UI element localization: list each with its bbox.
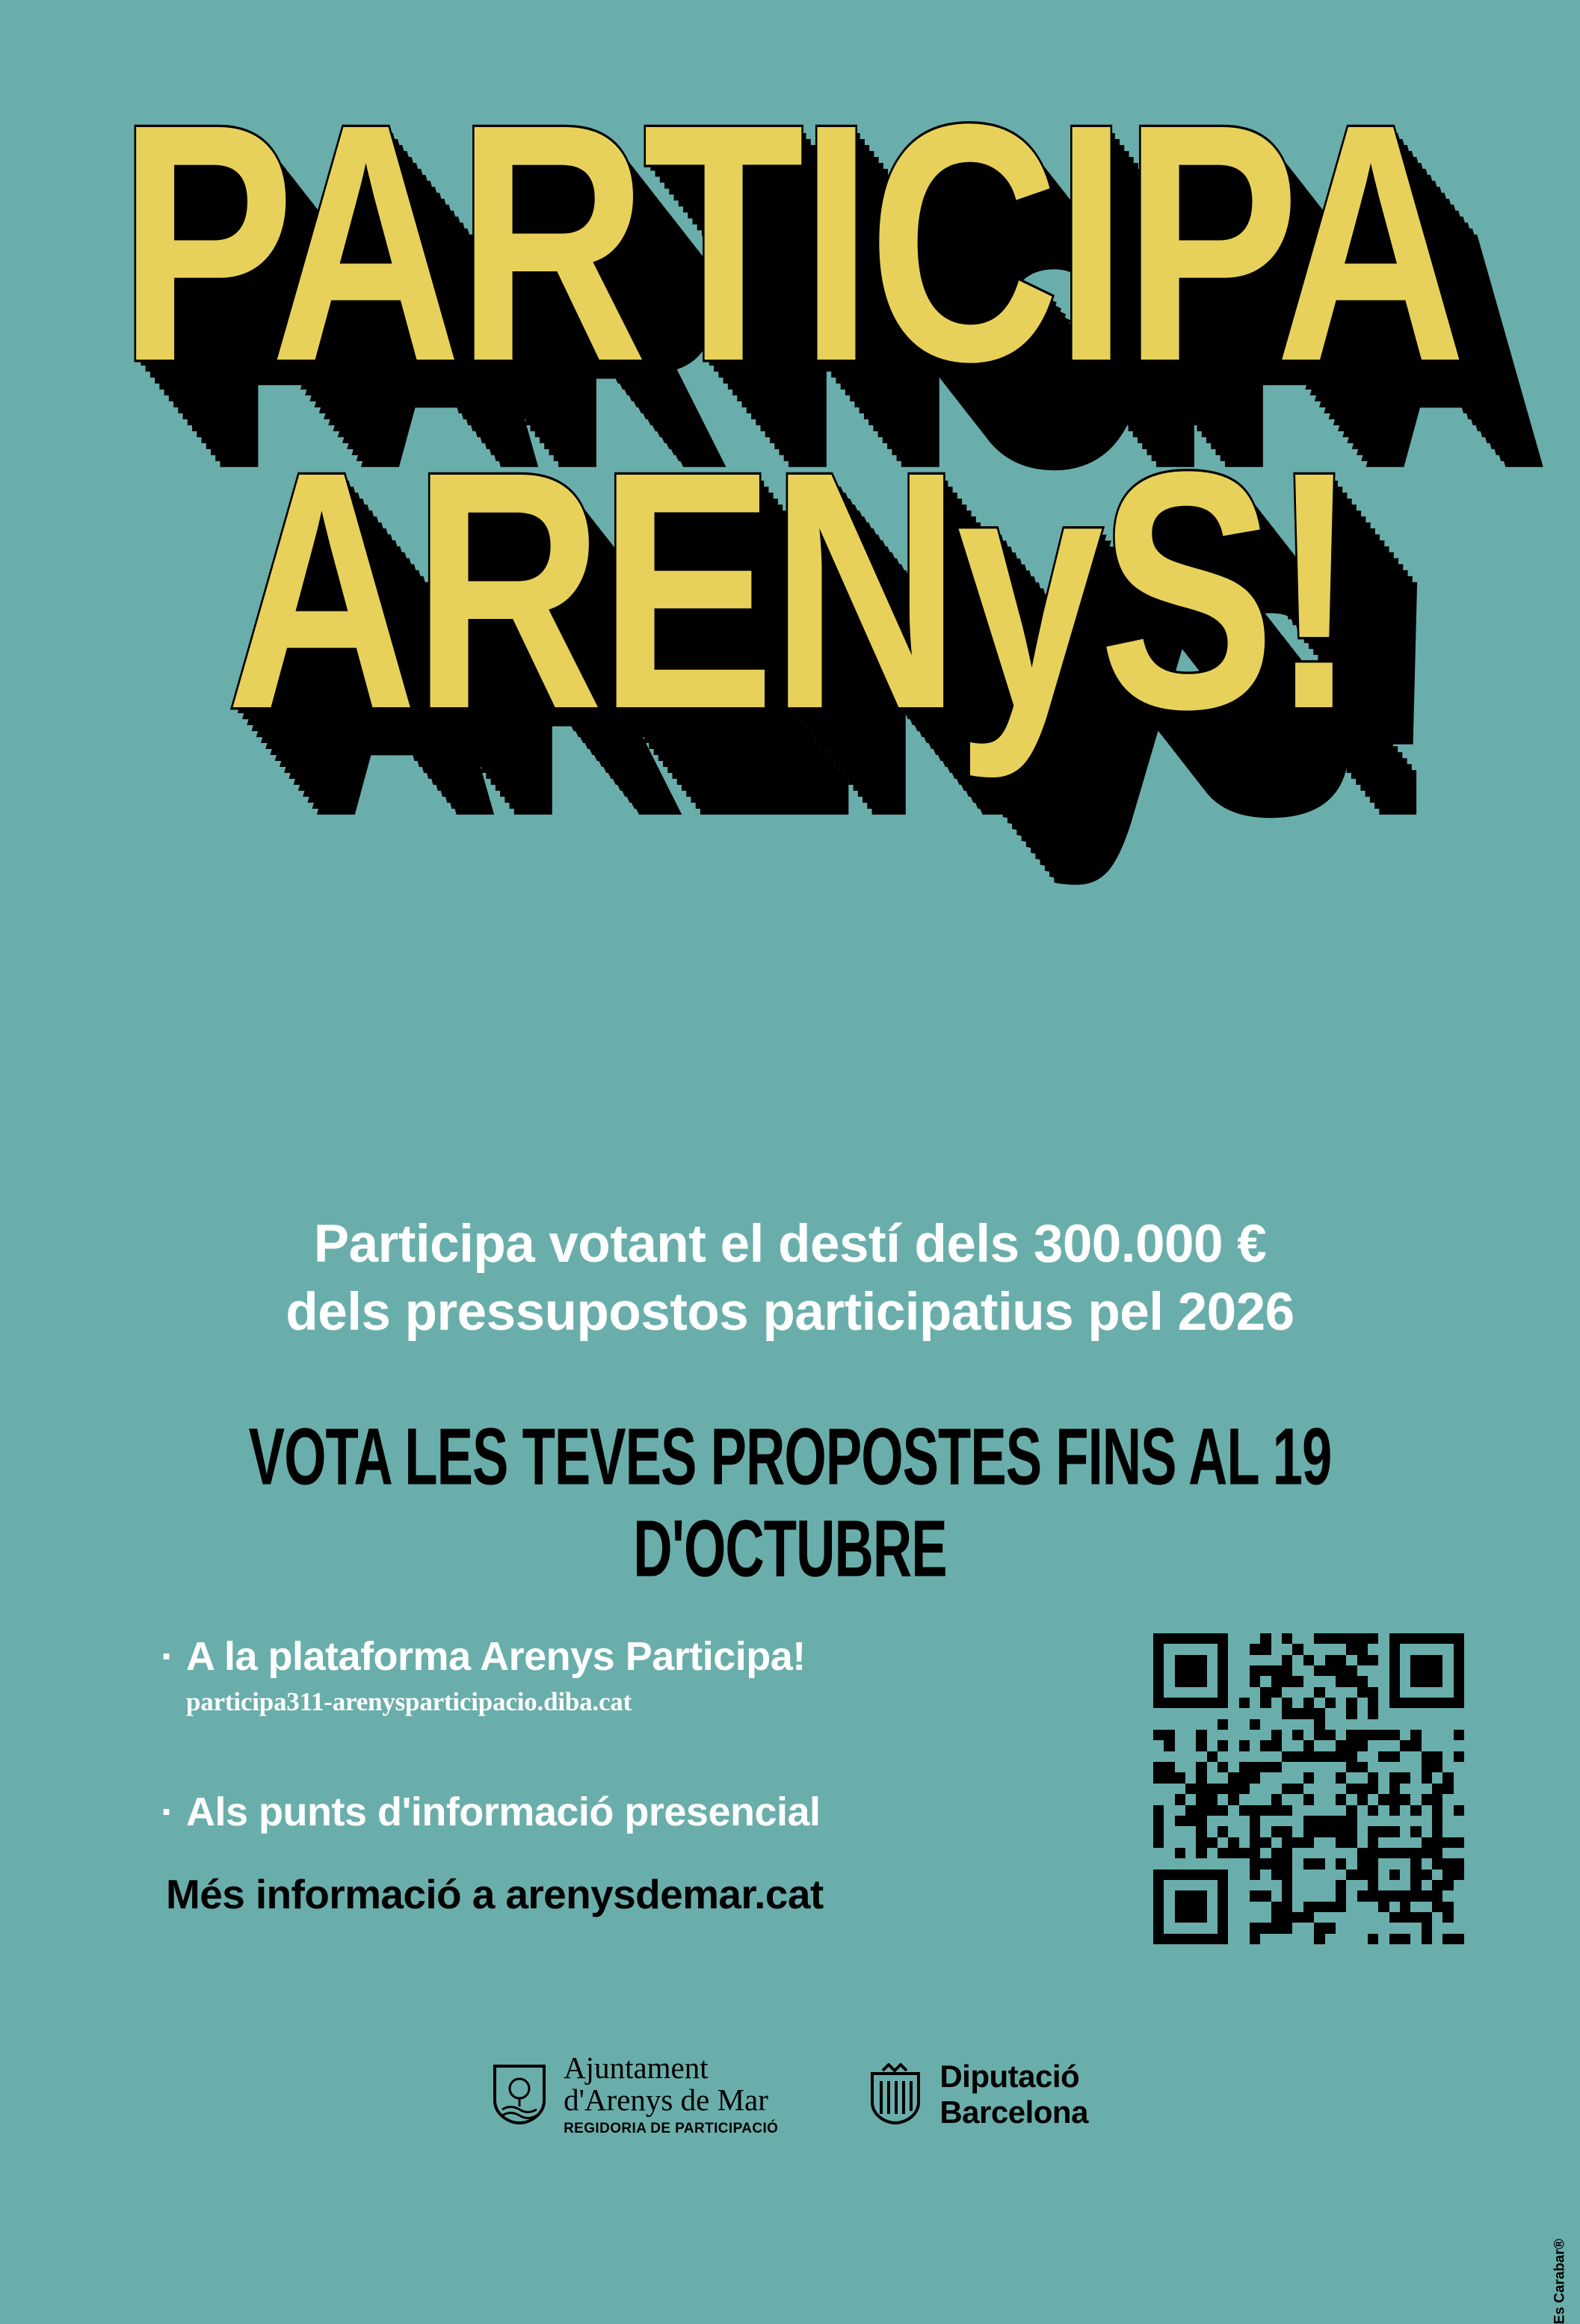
logo-line-1: Ajuntament bbox=[564, 2050, 709, 2085]
logo-line-2: Barcelona bbox=[939, 2094, 1088, 2130]
logo-line-1: Diputació bbox=[939, 2059, 1080, 2095]
logo-diputacio-text bbox=[939, 2059, 1088, 2129]
logo-ajuntament-text bbox=[564, 2052, 778, 2136]
poster-subtitle bbox=[90, 1211, 1490, 1347]
logo-line-3: REGIDORIA DE PARTICIPACIÓ bbox=[564, 2121, 779, 2137]
list-item bbox=[161, 1633, 1050, 1680]
designer-credit: Es Carabar® bbox=[1552, 2239, 1567, 2324]
more-info-text: Més informació a arenysdemar.cat bbox=[166, 1871, 824, 1917]
list-item-label: A la plataforma Arenys Participa! bbox=[186, 1634, 806, 1679]
bullet-dot-icon: · bbox=[161, 1634, 174, 1679]
participation-channels-list bbox=[161, 1633, 1050, 1835]
qr-code-matrix bbox=[1153, 1633, 1464, 1944]
logo-line-2: d'Arenys de Mar bbox=[564, 2083, 768, 2118]
diputacio-barcelona-crest-icon bbox=[868, 2063, 923, 2126]
platform-url[interactable]: participa311-arenysparticipacio.diba.cat bbox=[186, 1687, 632, 1717]
headline-line-1: PARTICIPA bbox=[118, 54, 1462, 433]
list-item bbox=[161, 1789, 1050, 1835]
subtitle-line-2: dels pressupostos participatius pel 2026 bbox=[286, 1282, 1294, 1342]
arenys-de-mar-crest-icon bbox=[492, 2063, 547, 2126]
logo-diputacio-barcelona bbox=[868, 2059, 1088, 2129]
vote-deadline-banner: VOTA LES TEVES PROPOSTES FINS AL 19 D'OCTUBRE bbox=[248, 1411, 1332, 1594]
headline-line-2: ARENyS! bbox=[226, 402, 1354, 780]
poster-headline bbox=[0, 54, 1580, 780]
subtitle-line-1: Participa votant el destí dels 300.000 € bbox=[313, 1215, 1267, 1274]
bullet-dot-icon: · bbox=[161, 1790, 174, 1835]
footer-logos bbox=[0, 2052, 1580, 2136]
list-item-label: Als punts d'informació presencial bbox=[186, 1790, 821, 1835]
logo-ajuntament-arenys-de-mar bbox=[492, 2052, 778, 2136]
qr-code-icon[interactable] bbox=[1153, 1633, 1464, 1944]
